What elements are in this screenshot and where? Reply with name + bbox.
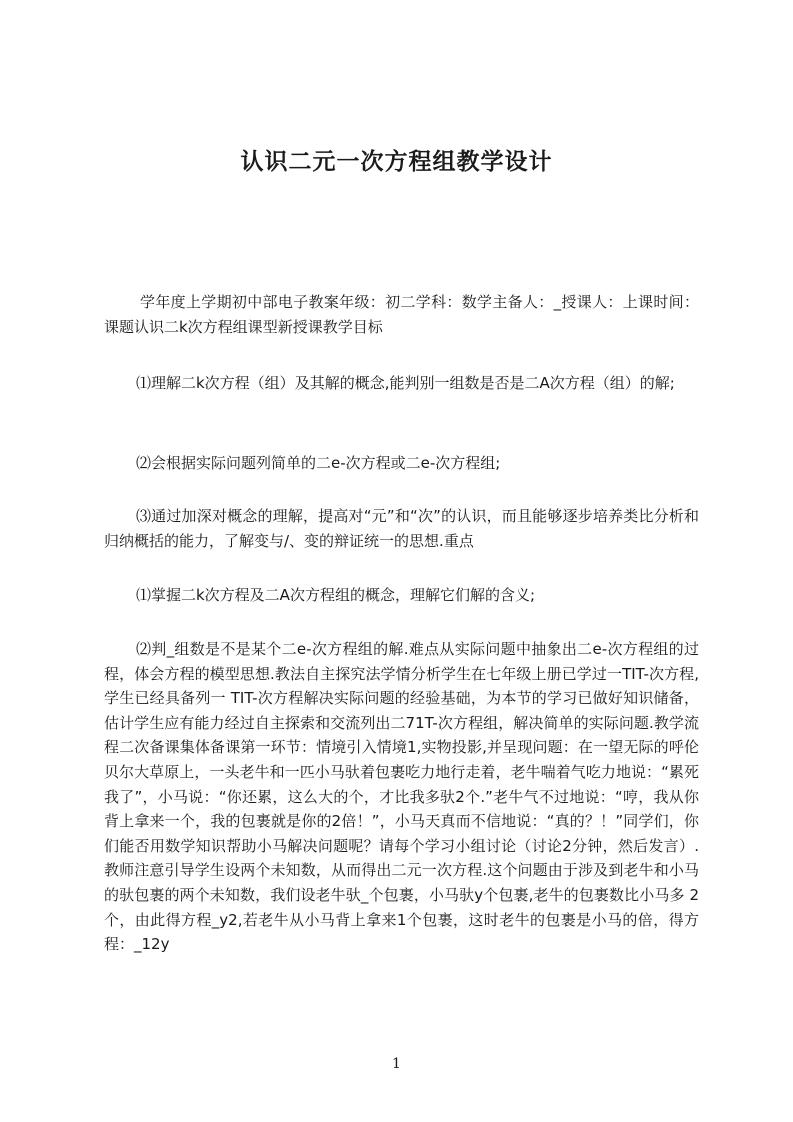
paragraph-key-point-1: ⑴掌握二k次方程及二A次方程组的概念，理解它们解的含义; — [136, 586, 536, 604]
paragraph-objective-1: ⑴理解二k次方程（组）及其解的概念,能判别一组数是否是二A次方程（组）的解; — [136, 374, 675, 392]
paragraph-key-point-2: ⑵判_组数是不是某个二e-次方程组的解.难点从实际问题中抽象出二e-次方程组的过程，体会方程的模型思想.教法自主探究法学情分析学生在七年级上册已学过一TIT-次方程,学生已经具备列一 TIT-次方程解决实际问题的经验基础，为本节的学习已做好知识储备，估计学生应有能力经过自主探索和交流列出二71T-次方程组，解决简单的实际问题.教学流程二次备课集体备课第一环节：情境引入情境1,实物投影,并呈现问题：在一望无际的呼伦贝尔大草原上，一头老牛和一匹小马驮着包裹吃力地行走着，老牛喘着气吃力地说：“累死我了”，小马说：“你还累，这么大的个，才比我多驮2个.”老牛气不过地说：“哼，我从你背上拿来一个，我的包裹就是你的2倍！”，小马天真而不信地说：“真的？！”同学们，你们能否用数学知识帮助小马解决问题呢？请每个学习小组讨论（讨论2分钟，然后发言）.教师注意引导学生设两个未知数，从而得出二元一次方程.这个问题由于涉及到老牛和小马的驮包裹的两个未知数，我们设老牛驮_个包裹，小马驮y个包裹,老牛的包裹数比小马多 2个，由此得方程_y2,若老牛从小马背上拿来1个包裹，这时老牛的包裹是小马的倍，得方程：_12y — [104, 640, 699, 954]
page-number: 1 — [392, 1056, 401, 1072]
paragraph-header-info: 学年度上学期初中部电子教案年级：初二学科：数学主备人：_授课人：上课时间：课题认识二k次方程组课型新授课教学目标 — [104, 293, 699, 336]
paragraph-objective-2: ⑵会根据实际问题列简单的二e-次方程或二e-次方程组; — [136, 454, 501, 472]
document-title: 认识二元一次方程组教学设计 — [240, 149, 553, 175]
paragraph-objective-3: ⑶通过加深对概念的理解，提高对“元”和“次”的认识，而且能够逐步培养类比分析和归纳概括的能力，了解变与/、变的辩证统一的思想.重点 — [104, 507, 699, 550]
